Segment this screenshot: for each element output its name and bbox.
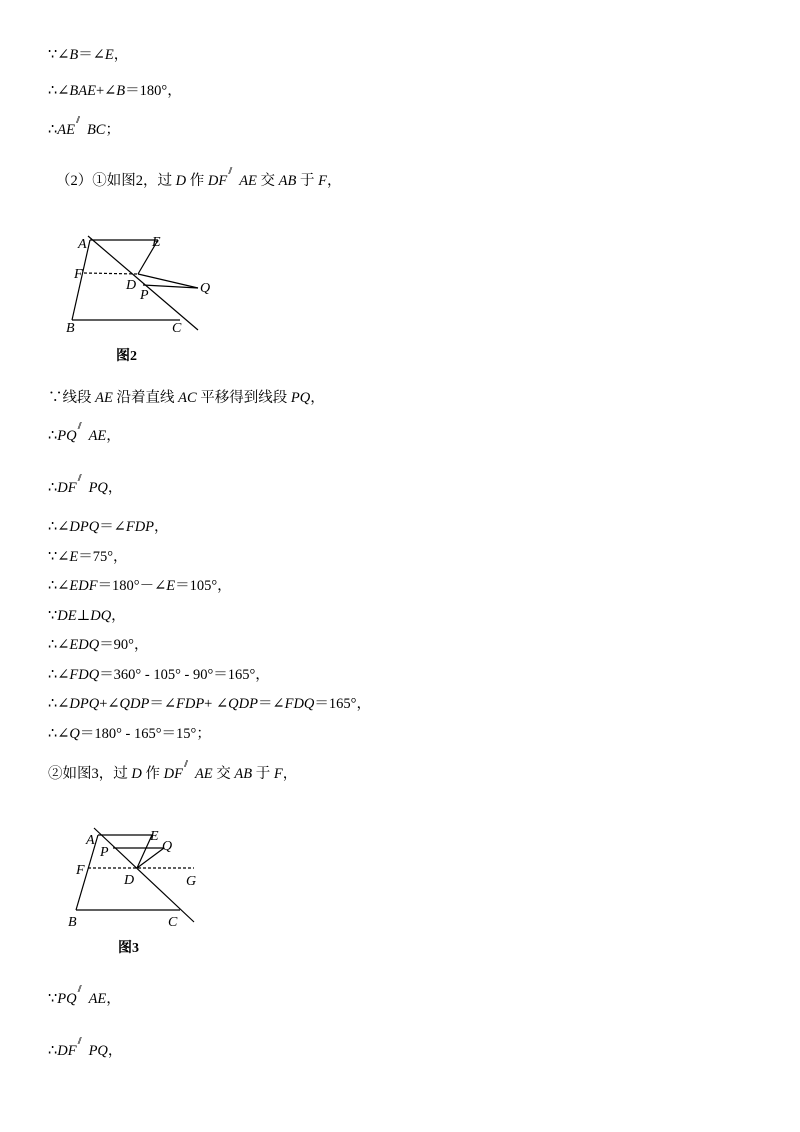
label-A: A — [78, 237, 87, 252]
label-E: E — [150, 829, 159, 844]
label-A: A — [86, 833, 95, 848]
parallel-symbol — [77, 482, 89, 492]
label-C: C — [172, 321, 182, 336]
proof-line-14: ∴∠DPQ+∠QDP＝∠FDP+ ∠QDP＝∠FDQ＝165°， — [48, 696, 371, 712]
line-AC — [88, 236, 198, 330]
figure-3 — [60, 822, 220, 967]
label-P: P — [140, 288, 149, 303]
proof-line-7: ∴DF// PQ， — [48, 479, 122, 497]
proof-line-4: （2）①如图2，过 D 作 DF// AE 交 AB 于 F， — [56, 172, 342, 190]
proof-line-15: ∴∠Q＝180° - 165°＝15°； — [48, 726, 211, 742]
label-P: P — [100, 845, 109, 860]
parallel-symbol — [77, 1045, 89, 1055]
proof-line-3: ∴AE// BC； — [48, 121, 120, 139]
line-AC — [94, 828, 197, 922]
label-C: C — [168, 915, 178, 930]
proof-line-16: ②如图3，过 D 作 DF// AE 交 AB 于 F， — [48, 765, 297, 783]
parallel-symbol — [75, 124, 87, 134]
label-B: B — [66, 321, 75, 336]
proof-line-1: ∵∠B＝∠E， — [48, 47, 129, 63]
label-E: E — [152, 235, 161, 250]
proof-line-9: ∵∠E＝75°， — [48, 549, 128, 565]
label-Q: Q — [200, 281, 211, 296]
proof-line-8: ∴∠DPQ＝∠FDP， — [48, 519, 169, 535]
figure-2 — [60, 228, 220, 373]
label-F: F — [76, 863, 85, 878]
figure-3-caption: 图3 — [118, 941, 139, 956]
parallel-symbol — [77, 993, 89, 1003]
proof-line-12: ∴∠EDQ＝90°， — [48, 637, 149, 653]
proof-line-13: ∴∠FDQ＝360° - 105° - 90°＝165°， — [48, 667, 270, 683]
label-B: B — [68, 915, 77, 930]
label-D: D — [126, 278, 137, 293]
label-G: G — [186, 874, 197, 889]
proof-line-6: ∴PQ// AE， — [48, 427, 121, 445]
label-D: D — [124, 873, 135, 888]
proof-line-2: ∴∠BAE+∠B＝180°， — [48, 83, 182, 99]
proof-line-17: ∵PQ// AE， — [48, 990, 121, 1008]
proof-line-11: ∵DE⊥DQ， — [48, 608, 126, 624]
parallel-symbol — [77, 430, 89, 440]
proof-line-10: ∴∠EDF＝180°－∠E＝105°， — [48, 578, 232, 594]
parallel-symbol — [183, 768, 195, 778]
parallel-symbol — [227, 175, 239, 185]
figure-2-caption: 图2 — [116, 349, 137, 364]
label-Q: Q — [162, 839, 173, 854]
proof-line-18: ∴DF// PQ， — [48, 1042, 122, 1060]
proof-line-5: ∵线段 AE 沿着直线 AC 平移得到线段 PQ， — [48, 390, 325, 406]
dashed-DF — [84, 273, 138, 274]
label-F: F — [74, 267, 83, 282]
